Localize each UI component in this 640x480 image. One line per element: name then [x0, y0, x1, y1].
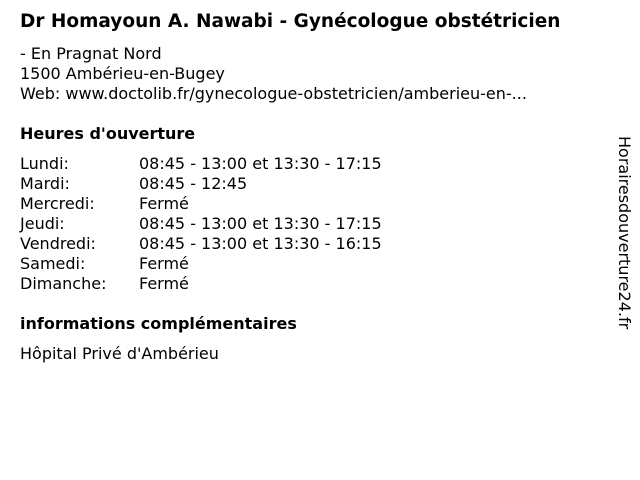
site-watermark: Horairesdouverture24.fr — [615, 136, 634, 330]
day-hours: Fermé — [139, 194, 189, 213]
day-label: Mardi: — [20, 174, 70, 193]
hours-row-mercredi — [20, 194, 460, 214]
info-heading: informations complémentaires — [20, 314, 297, 333]
day-label: Dimanche: — [20, 274, 107, 293]
hours-heading: Heures d'ouverture — [20, 124, 196, 143]
page-title: Dr Homayoun A. Nawabi - Gynécologue obstétricien — [20, 11, 561, 32]
day-hours: 08:45 - 13:00 et 13:30 - 17:15 — [139, 214, 382, 233]
hours-table — [20, 154, 460, 294]
day-hours: Fermé — [139, 254, 189, 273]
address-block — [20, 44, 527, 104]
day-label: Vendredi: — [20, 234, 96, 253]
day-hours: 08:45 - 13:00 et 13:30 - 16:15 — [139, 234, 382, 253]
day-hours: 08:45 - 12:45 — [139, 174, 248, 193]
hours-row-vendredi — [20, 234, 460, 254]
day-label: Jeudi: — [20, 214, 65, 233]
address-web: Web: www.doctolib.fr/gynecologue-obstetricien/amberieu-en-... — [20, 84, 527, 103]
day-hours: Fermé — [139, 274, 189, 293]
hours-row-mardi — [20, 174, 460, 194]
day-label: Lundi: — [20, 154, 69, 173]
day-hours: 08:45 - 13:00 et 13:30 - 17:15 — [139, 154, 382, 173]
hours-row-lundi — [20, 154, 460, 174]
address-street: - En Pragnat Nord — [20, 44, 162, 63]
hours-row-samedi — [20, 254, 460, 274]
hours-row-jeudi — [20, 214, 460, 234]
day-label: Mercredi: — [20, 194, 95, 213]
hours-row-dimanche — [20, 274, 460, 294]
day-label: Samedi: — [20, 254, 86, 273]
info-text: Hôpital Privé d'Ambérieu — [20, 344, 219, 363]
address-city: 1500 Ambérieu-en-Bugey — [20, 64, 225, 83]
